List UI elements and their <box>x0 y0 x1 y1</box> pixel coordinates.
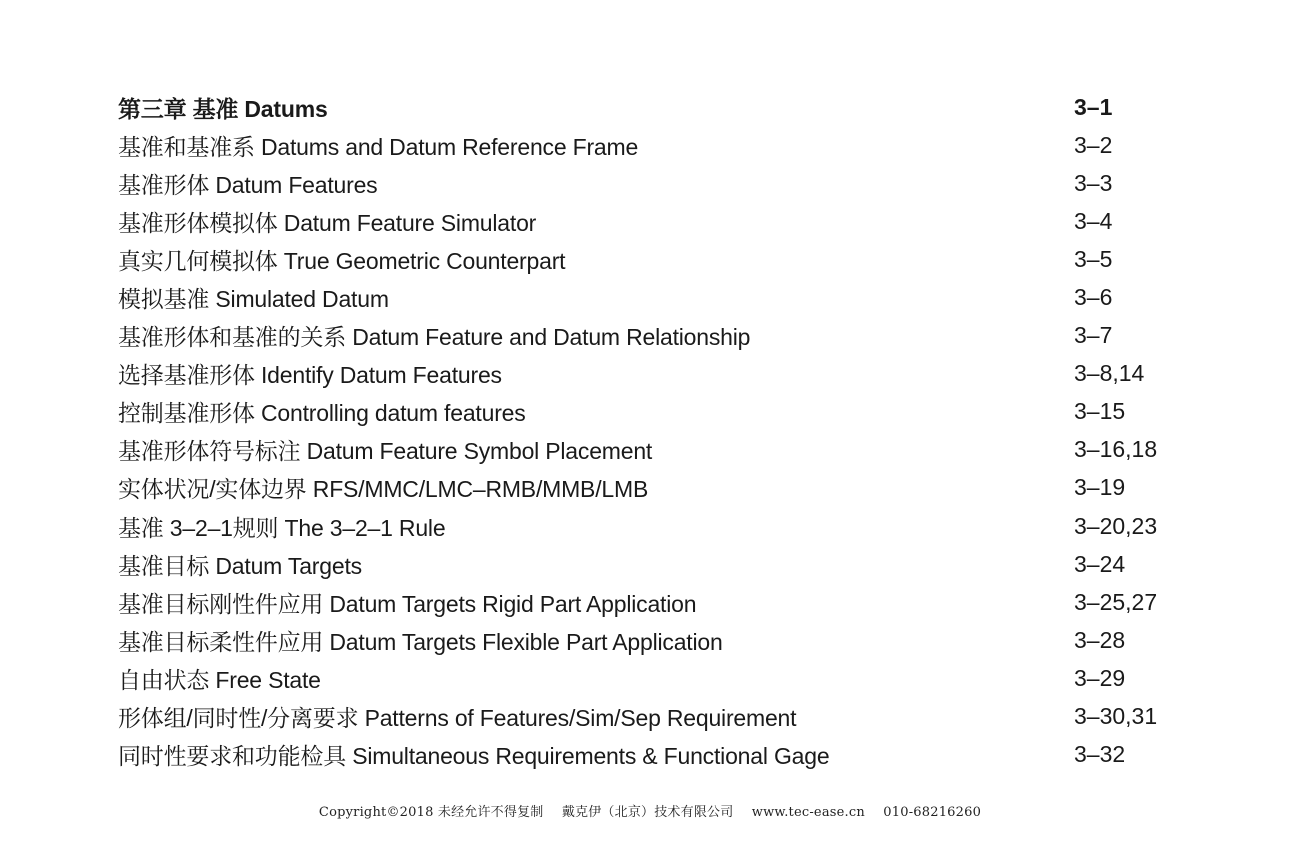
toc-entry-page: 3–19 <box>1074 474 1126 501</box>
toc-entry-page: 3–32 <box>1074 741 1126 768</box>
chapter-heading-row <box>118 88 1218 126</box>
toc-entry-title: 基准形体符号标注 Datum Feature Symbol Placement <box>118 438 653 465</box>
toc-entry-title: 基准和基准系 Datums and Datum Reference Frame <box>118 133 639 160</box>
toc-entry-page: 3–30,31 <box>1074 703 1158 730</box>
toc-entry <box>118 393 1218 431</box>
toc-entry-title: 真实几何模拟体 True Geometric Counterpart <box>118 247 566 274</box>
toc-entry-title: 基准形体和基准的关系 Datum Feature and Datum Relationship <box>118 324 751 351</box>
toc-entry <box>118 583 1218 621</box>
toc-entry-page: 3–1 <box>1074 93 1113 120</box>
toc-entry <box>118 469 1218 507</box>
toc-entry-page: 3–8,14 <box>1074 360 1145 387</box>
toc-entry-title: 选择基准形体 Identify Datum Features <box>118 362 502 389</box>
toc-entry-page: 3–28 <box>1074 626 1126 653</box>
toc-entry-page: 3–29 <box>1074 664 1126 691</box>
toc-entry <box>118 164 1218 202</box>
toc-entry-title: 自由状态 Free State <box>118 666 321 693</box>
toc-entry-title: 基准目标刚性件应用 Datum Targets Rigid Part Application <box>118 590 697 617</box>
toc-entry <box>118 507 1218 545</box>
table-of-contents <box>118 88 1218 774</box>
toc-entry-title: 基准目标柔性件应用 Datum Targets Flexible Part Application <box>118 628 723 655</box>
toc-entry-title: 实体状况/实体边界 RFS/MMC/LMC–RMB/MMB/LMB <box>118 476 649 503</box>
toc-entry <box>118 698 1218 736</box>
toc-entry-page: 3–25,27 <box>1074 588 1158 615</box>
toc-entry <box>118 545 1218 583</box>
toc-entry-title: 形体组/同时性/分离要求 Patterns of Features/Sim/Sep Requirement <box>118 705 797 732</box>
toc-entry-page: 3–15 <box>1074 398 1126 425</box>
toc-entry-title: 同时性要求和功能检具 Simultaneous Requirements & Functional Gage <box>118 743 830 770</box>
toc-entry <box>118 355 1218 393</box>
footer-phone: 010-68216260 <box>883 805 982 820</box>
toc-entry <box>118 659 1218 697</box>
toc-entry <box>118 278 1218 316</box>
toc-entry-page: 3–20,23 <box>1074 512 1158 539</box>
toc-entry-title: 基准目标 Datum Targets <box>118 552 362 579</box>
toc-entry-page: 3–3 <box>1074 169 1113 196</box>
toc-entry <box>118 202 1218 240</box>
toc-entry <box>118 317 1218 355</box>
toc-entry-page: 3–4 <box>1074 207 1113 234</box>
toc-entry-page: 3–5 <box>1074 245 1113 272</box>
toc-entry-page: 3–24 <box>1074 550 1126 577</box>
toc-entry-page: 3–16,18 <box>1074 436 1158 463</box>
toc-entry-title: 第三章 基准 Datums <box>118 95 328 122</box>
toc-entry-title: 模拟基准 Simulated Datum <box>118 286 389 313</box>
toc-entry-page: 3–6 <box>1074 284 1113 311</box>
toc-entry <box>118 240 1218 278</box>
page-footer <box>0 801 1300 820</box>
toc-entry <box>118 431 1218 469</box>
footer-company: 戴克伊（北京）技术有限公司 <box>561 805 734 820</box>
toc-entry-page: 3–2 <box>1074 131 1113 158</box>
toc-entry-title: 基准形体模拟体 Datum Feature Simulator <box>118 209 537 236</box>
footer-copyright: Copyright©2018 未经允许不得复制 <box>318 805 544 820</box>
toc-entry-page: 3–7 <box>1074 322 1113 349</box>
toc-entry <box>118 126 1218 164</box>
toc-entry-title: 基准形体 Datum Features <box>118 171 378 198</box>
toc-entry-title: 基准 3–2–1规则 The 3–2–1 Rule <box>118 514 446 541</box>
footer-website: www.tec-ease.cn <box>751 805 865 820</box>
toc-entry-title: 控制基准形体 Controlling datum features <box>118 400 526 427</box>
toc-entry <box>118 736 1218 774</box>
toc-entry <box>118 621 1218 659</box>
